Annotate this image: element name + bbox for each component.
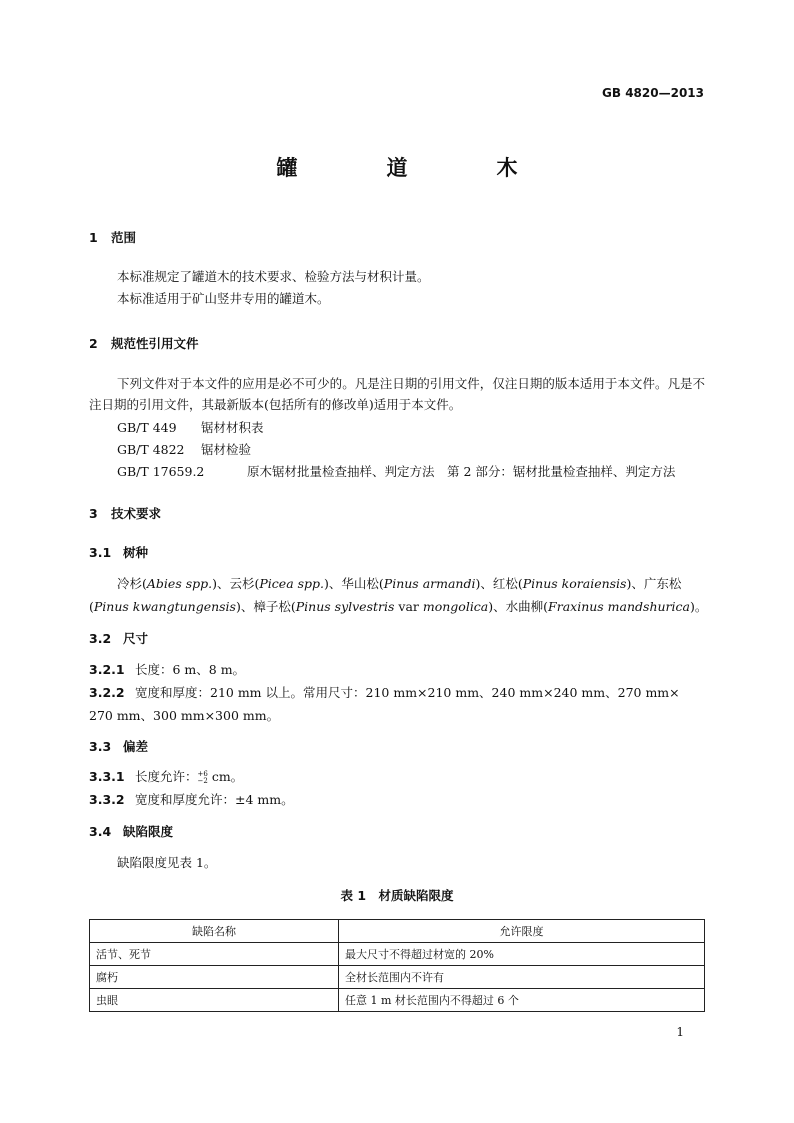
section-number: 3	[89, 506, 98, 521]
species-sep: )、	[475, 576, 493, 591]
column-header: 缺陷名称	[90, 920, 339, 943]
clause-3-3-2	[89, 790, 294, 808]
clause-3-2-2-continued: 270 mm、300 mm×300 mm。	[89, 708, 280, 723]
column-header: 允许限度	[339, 920, 705, 943]
table-cell: 虫眼	[90, 989, 339, 1012]
clause-number: 3.2.2	[89, 685, 125, 700]
species-cn: 水曲柳(	[505, 599, 549, 614]
clause-text: 宽度和厚度：210 mm 以上。常用尺寸：210 mm×210 mm、240 mm×240 mm、270 mm×	[135, 685, 680, 700]
table-cell: 活节、死节	[90, 943, 339, 966]
subsection-3-1-heading	[89, 543, 148, 561]
subsection-3-2-heading	[89, 629, 148, 647]
species-latin: Pinus koraiensis	[522, 576, 627, 591]
species-cn: (	[89, 599, 94, 614]
subsection-3-3-heading	[89, 737, 148, 755]
tolerance-stack	[198, 771, 208, 785]
reference-title: 锯材材积表	[201, 420, 264, 435]
section-title: 树种	[123, 545, 149, 560]
clause-3-3-1	[89, 767, 243, 785]
table-cell: 任意 1 m 材长范围内不得超过 6 个	[339, 989, 705, 1012]
species-sep: )、	[488, 599, 506, 614]
section-number: 2	[89, 336, 98, 351]
table-cell: 腐朽	[90, 966, 339, 989]
reference-title: 原木锯材批量检查抽样、判定方法 第 2 部分：锯材批量检查抽样、判定方法	[247, 464, 676, 479]
reference-title: 锯材检验	[201, 442, 252, 457]
species-sep: )。	[689, 599, 708, 614]
scope-paragraph-2: 本标准适用于矿山竖井专用的罐道木。	[117, 291, 330, 306]
section-1-heading	[89, 228, 136, 246]
section-title: 技术要求	[111, 506, 162, 521]
table-row	[90, 989, 705, 1012]
clause-text: 长度允许：	[135, 769, 198, 784]
table-row	[90, 943, 705, 966]
table-caption: 表 1 材质缺陷限度	[340, 888, 454, 903]
reference-item	[117, 418, 264, 436]
species-sep: )、	[235, 599, 254, 614]
species-latin: Fraxinus mandshurica	[548, 599, 690, 614]
section-number: 3.2	[89, 631, 112, 646]
species-latin: mongolica	[422, 599, 489, 614]
subsection-3-4-heading	[89, 822, 173, 840]
tolerance-plus: +6	[197, 769, 208, 778]
clause-text-unit: cm。	[207, 769, 244, 784]
section-number: 3.1	[89, 545, 112, 560]
tolerance-minus: −2	[197, 776, 208, 785]
clause-3-2-2	[89, 683, 680, 701]
species-line-1	[117, 574, 681, 592]
species-latin: Pinus kwangtungensis	[93, 599, 236, 614]
species-cn: 华山松(	[341, 576, 384, 591]
clause-number: 3.3.2	[89, 792, 125, 807]
section-title: 偏差	[123, 739, 149, 754]
species-cn: 广东松	[643, 576, 682, 591]
clause-number: 3.2.1	[89, 662, 125, 677]
species-cn: 红松(	[492, 576, 523, 591]
defect-limit-paragraph: 缺陷限度见表 1。	[117, 855, 217, 870]
document-title: 罐 道 木	[276, 156, 552, 180]
species-cn: 冷杉(	[117, 576, 147, 591]
species-latin: Pinus sylvestris	[295, 599, 395, 614]
standard-code: GB 4820—2013	[602, 86, 704, 100]
section-3-heading	[89, 504, 161, 522]
species-latin: Pinus armandi	[383, 576, 476, 591]
section-2-heading	[89, 334, 199, 352]
page-number: 1	[676, 1025, 684, 1039]
reference-item	[117, 462, 675, 480]
reference-code: GB/T 449	[117, 420, 177, 435]
section-number: 1	[89, 230, 98, 245]
section-title: 范围	[111, 230, 137, 245]
species-sep: )、	[324, 576, 342, 591]
table-cell: 全材长范围内不许有	[339, 966, 705, 989]
clause-text: 宽度和厚度允许：±4 mm。	[135, 792, 294, 807]
table-row	[90, 966, 705, 989]
scope-paragraph-1: 本标准规定了罐道木的技术要求、检验方法与材积计量。	[117, 269, 430, 284]
table-cell: 最大尺寸不得超过材宽的 20%	[339, 943, 705, 966]
reference-code: GB/T 4822	[117, 442, 185, 457]
species-line-2	[89, 597, 707, 615]
species-latin: Picea spp.	[259, 576, 325, 591]
reference-code: GB/T 17659.2	[117, 464, 205, 479]
clause-number: 3.3.1	[89, 769, 125, 784]
section-title: 尺寸	[123, 631, 149, 646]
species-sep: )、	[626, 576, 644, 591]
reference-item	[117, 440, 251, 458]
section-number: 3.3	[89, 739, 112, 754]
section-number: 3.4	[89, 824, 112, 839]
species-variety-marker: var	[394, 599, 423, 614]
defect-limits-table	[89, 919, 705, 1012]
section-title: 缺陷限度	[123, 824, 174, 839]
species-cn: 樟子松(	[253, 599, 296, 614]
species-sep: )、	[212, 576, 230, 591]
normative-references-paragraph: 下列文件对于本文件的应用是必不可少的。凡是注日期的引用文件，仅注日期的版本适用于本文件。凡是不注日期的引用文件，其最新版本(包括所有的修改单)适用于本文件。	[89, 376, 705, 412]
section-title: 规范性引用文件	[111, 336, 199, 351]
species-cn: 云杉(	[229, 576, 260, 591]
table-header-row	[90, 920, 705, 943]
species-latin: Abies spp.	[146, 576, 213, 591]
clause-text: 长度：6 m、8 m。	[135, 662, 246, 677]
clause-3-2-1	[89, 660, 245, 678]
